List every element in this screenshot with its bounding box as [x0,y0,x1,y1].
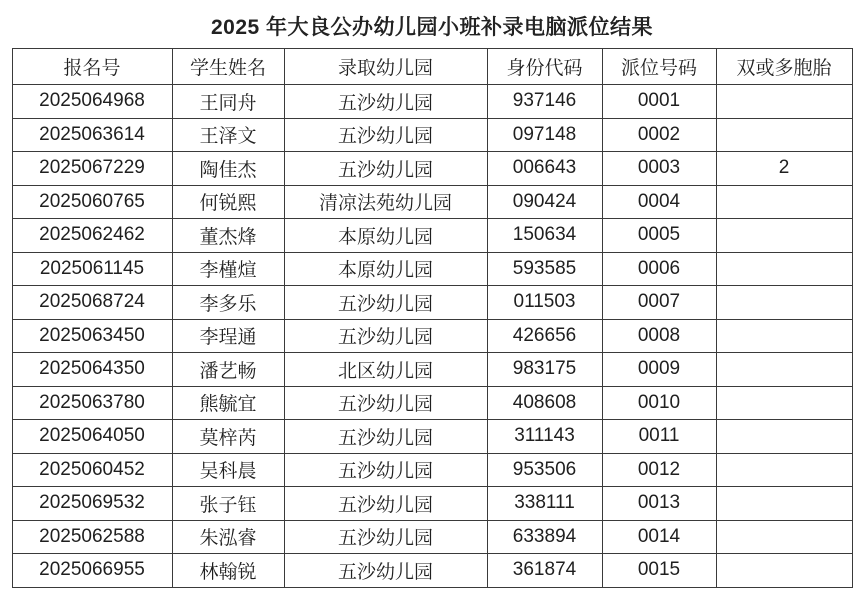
cell-identity-code: 633894 [487,520,602,554]
table-row [12,319,852,353]
cell-kindergarten: 清凉法苑幼儿园 [284,185,487,219]
cell-multiple-birth: 2 [716,152,852,186]
table-row [12,152,852,186]
cell-lottery-no: 0010 [602,386,716,420]
cell-identity-code: 408608 [487,386,602,420]
cell-identity-code: 953506 [487,453,602,487]
cell-identity-code: 090424 [487,185,602,219]
table-row [12,85,852,119]
cell-multiple-birth [716,185,852,219]
cell-lottery-no: 0008 [602,319,716,353]
cell-lottery-no: 0014 [602,520,716,554]
cell-identity-code: 983175 [487,353,602,387]
cell-student-name: 李多乐 [172,286,284,320]
cell-identity-code: 593585 [487,252,602,286]
table-row [12,386,852,420]
cell-registration-no: 2025066955 [12,554,172,588]
header-kindergarten: 录取幼儿园 [284,49,487,85]
cell-lottery-no: 0004 [602,185,716,219]
cell-registration-no: 2025063614 [12,118,172,152]
cell-kindergarten: 本原幼儿园 [284,219,487,253]
cell-registration-no: 2025062588 [12,520,172,554]
table-row [12,520,852,554]
cell-lottery-no: 0009 [602,353,716,387]
cell-lottery-no: 0006 [602,252,716,286]
header-multiple-birth: 双或多胞胎 [716,49,852,85]
cell-multiple-birth [716,353,852,387]
cell-lottery-no: 0007 [602,286,716,320]
cell-identity-code: 150634 [487,219,602,253]
cell-registration-no: 2025061145 [12,252,172,286]
table-row [12,420,852,454]
cell-registration-no: 2025062462 [12,219,172,253]
table-header [12,49,852,85]
cell-registration-no: 2025060765 [12,185,172,219]
cell-lottery-no: 0011 [602,420,716,454]
header-identity-code: 身份代码 [487,49,602,85]
header-student-name: 学生姓名 [172,49,284,85]
cell-kindergarten: 五沙幼儿园 [284,487,487,521]
cell-multiple-birth [716,386,852,420]
cell-kindergarten: 本原幼儿园 [284,252,487,286]
cell-student-name: 李槿煊 [172,252,284,286]
cell-lottery-no: 0013 [602,487,716,521]
cell-multiple-birth [716,286,852,320]
cell-kindergarten: 北区幼儿园 [284,353,487,387]
cell-kindergarten: 五沙幼儿园 [284,286,487,320]
cell-identity-code: 361874 [487,554,602,588]
cell-student-name: 张子钰 [172,487,284,521]
table-row [12,286,852,320]
cell-registration-no: 2025064350 [12,353,172,387]
cell-kindergarten: 五沙幼儿园 [284,152,487,186]
cell-kindergarten: 五沙幼儿园 [284,85,487,119]
cell-multiple-birth [716,420,852,454]
cell-registration-no: 2025067229 [12,152,172,186]
cell-multiple-birth [716,319,852,353]
cell-student-name: 王泽文 [172,118,284,152]
cell-multiple-birth [716,520,852,554]
header-registration-no: 报名号 [12,49,172,85]
table-row [12,353,852,387]
cell-lottery-no: 0012 [602,453,716,487]
cell-student-name: 王同舟 [172,85,284,119]
cell-identity-code: 338111 [487,487,602,521]
cell-lottery-no: 0003 [602,152,716,186]
cell-kindergarten: 五沙幼儿园 [284,118,487,152]
cell-registration-no: 2025060452 [12,453,172,487]
cell-lottery-no: 0015 [602,554,716,588]
cell-kindergarten: 五沙幼儿园 [284,453,487,487]
header-row [12,49,852,85]
table-row [12,219,852,253]
cell-student-name: 熊毓宜 [172,386,284,420]
cell-student-name: 李珵通 [172,319,284,353]
cell-multiple-birth [716,453,852,487]
page-title: 2025 年大良公办幼儿园小班补录电脑派位结果 [210,16,654,39]
lottery-result-table [12,48,853,588]
cell-multiple-birth [716,85,852,119]
cell-registration-no: 2025063450 [12,319,172,353]
cell-kindergarten: 五沙幼儿园 [284,319,487,353]
cell-student-name: 董杰烽 [172,219,284,253]
cell-multiple-birth [716,219,852,253]
cell-student-name: 何锐熙 [172,185,284,219]
cell-kindergarten: 五沙幼儿园 [284,420,487,454]
cell-registration-no: 2025069532 [12,487,172,521]
cell-registration-no: 2025068724 [12,286,172,320]
cell-multiple-birth [716,554,852,588]
cell-identity-code: 311143 [487,420,602,454]
cell-student-name: 莫梓芮 [172,420,284,454]
cell-kindergarten: 五沙幼儿园 [284,520,487,554]
cell-multiple-birth [716,118,852,152]
cell-identity-code: 426656 [487,319,602,353]
table-body [12,85,852,588]
cell-student-name: 潘艺畅 [172,353,284,387]
cell-multiple-birth [716,487,852,521]
cell-student-name: 陶佳杰 [172,152,284,186]
cell-multiple-birth [716,252,852,286]
table-row [12,252,852,286]
cell-identity-code: 097148 [487,118,602,152]
header-lottery-no: 派位号码 [602,49,716,85]
cell-student-name: 吴科晨 [172,453,284,487]
cell-student-name: 林翰锐 [172,554,284,588]
cell-lottery-no: 0001 [602,85,716,119]
cell-lottery-no: 0005 [602,219,716,253]
cell-student-name: 朱泓睿 [172,520,284,554]
cell-identity-code: 011503 [487,286,602,320]
table-row [12,453,852,487]
cell-kindergarten: 五沙幼儿园 [284,554,487,588]
cell-identity-code: 006643 [487,152,602,186]
cell-identity-code: 937146 [487,85,602,119]
table-row [12,554,852,588]
cell-lottery-no: 0002 [602,118,716,152]
cell-registration-no: 2025064968 [12,85,172,119]
cell-kindergarten: 五沙幼儿园 [284,386,487,420]
table-row [12,118,852,152]
cell-registration-no: 2025064050 [12,420,172,454]
cell-registration-no: 2025063780 [12,386,172,420]
table-row [12,185,852,219]
table-row [12,487,852,521]
